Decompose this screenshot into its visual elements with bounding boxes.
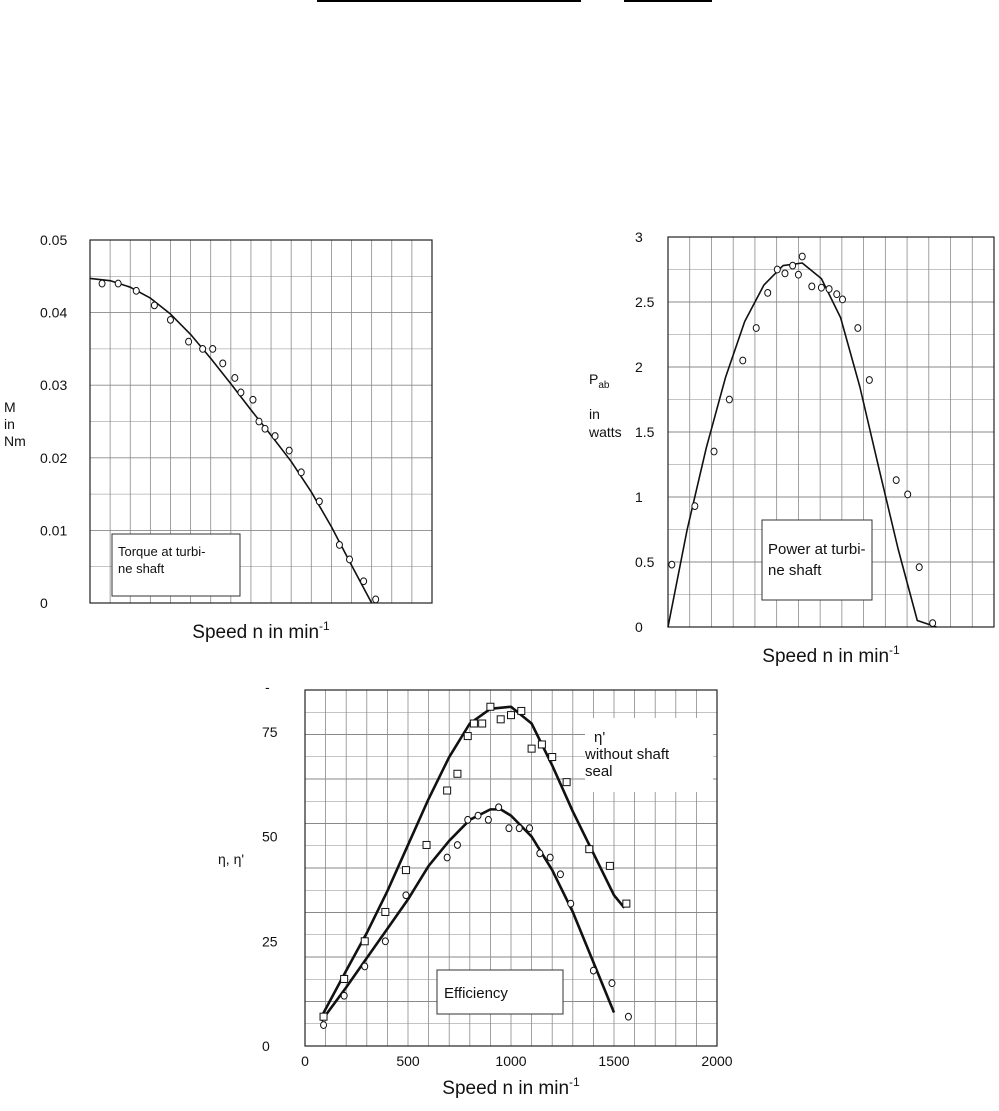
y-tick-label: 0.01 [40, 522, 68, 539]
data-point-circle [99, 280, 105, 287]
data-point-circle [316, 498, 322, 505]
data-point-square [470, 720, 477, 727]
data-point-circle [347, 556, 353, 563]
data-point-circle [740, 357, 746, 364]
data-point-circle [341, 992, 347, 999]
data-point-circle [133, 287, 139, 294]
y-tick-label: 1.5 [635, 424, 655, 440]
x-axis-label: Speed n in $\min^{-1}$ [762, 643, 900, 667]
y-axis-label: in [4, 416, 15, 432]
data-point-square [487, 703, 494, 710]
data-point-circle [115, 280, 121, 287]
data-point-circle [818, 284, 824, 291]
annotation-text: ne shaft [768, 562, 822, 579]
data-point-circle [840, 296, 846, 303]
data-point-square [538, 741, 545, 748]
data-point-circle [200, 346, 206, 353]
data-point-circle [454, 842, 460, 849]
y-axis-label: Nm [4, 433, 26, 449]
data-point-circle [262, 425, 268, 432]
data-point-circle [669, 561, 675, 568]
data-point-circle [210, 346, 216, 353]
series-label-text: η' [594, 729, 606, 746]
y-axis-label: $P_{ab}$ [589, 371, 610, 391]
data-point-circle [692, 503, 698, 510]
x-tick-label: 500 [396, 1053, 420, 1069]
x-tick-label: 2000 [701, 1053, 733, 1069]
data-point-square [454, 770, 461, 777]
data-point-square [528, 745, 535, 752]
data-point-circle [403, 892, 409, 899]
data-point-circle [916, 564, 922, 571]
data-point-square [563, 779, 570, 786]
data-point-circle [809, 283, 815, 290]
y-tick-label: 0 [40, 595, 48, 611]
y-tick-label: 50 [262, 828, 278, 845]
y-tick-label: 0.05 [40, 232, 68, 248]
y-tick-label: 0.5 [635, 554, 655, 570]
data-point-circle [496, 804, 502, 811]
data-point-circle [321, 1022, 327, 1029]
data-point-square [444, 787, 451, 794]
data-point-circle [475, 812, 481, 819]
annotation-text: ne shaft [118, 561, 165, 576]
y-tick-label: 2 [635, 359, 643, 375]
data-point-circle [362, 963, 368, 970]
data-point-circle [485, 816, 491, 823]
data-point-circle [298, 469, 304, 476]
data-point-square [623, 900, 630, 907]
y-tick-label: 0 [262, 1038, 270, 1054]
data-point-square [518, 707, 525, 714]
data-point-circle [220, 360, 226, 367]
annotation-text: Efficiency [444, 985, 508, 1002]
data-point-circle [286, 447, 292, 454]
data-point-circle [336, 542, 342, 549]
x-axis-label: Speed n in $\min^{-1}$ [192, 619, 330, 643]
data-point-circle [465, 816, 471, 823]
data-point-circle [382, 938, 388, 945]
data-point-square [464, 733, 471, 740]
data-point-circle [547, 854, 553, 861]
data-point-circle [272, 433, 278, 440]
y-tick-label: 3 [635, 229, 643, 245]
data-point-circle [537, 850, 543, 857]
data-point-circle [795, 271, 801, 278]
series-label-text: without shaft [585, 746, 670, 763]
data-point-circle [568, 900, 574, 907]
data-point-circle [373, 596, 379, 603]
y-tick-label: 75 [262, 723, 278, 740]
data-point-square [402, 867, 409, 874]
data-point-circle [753, 325, 759, 332]
data-point-circle [799, 253, 805, 260]
data-point-circle [905, 491, 911, 498]
data-point-circle [238, 389, 244, 396]
data-point-square [497, 716, 504, 723]
data-point-circle [250, 396, 256, 403]
x-tick-label: 1000 [495, 1053, 527, 1069]
data-point-circle [506, 825, 512, 832]
data-point-circle [527, 825, 533, 832]
y-tick-label: 2.5 [635, 294, 655, 310]
data-point-circle [256, 418, 262, 425]
data-point-circle [186, 338, 192, 345]
data-point-circle [826, 286, 832, 293]
data-point-square [361, 938, 368, 945]
data-point-circle [774, 266, 780, 273]
torque-chart [4, 232, 432, 643]
y-tick-label: 0.02 [40, 449, 68, 466]
y-axis-label-line: watts [589, 424, 622, 440]
data-point-square [606, 862, 613, 869]
y-tick-label: 25 [262, 933, 278, 950]
data-point-circle [790, 262, 796, 269]
data-point-square [549, 754, 556, 761]
x-tick-label: 1500 [598, 1053, 630, 1069]
data-point-circle [834, 291, 840, 298]
data-point-circle [930, 620, 936, 627]
data-point-circle [893, 477, 899, 484]
data-point-square [382, 908, 389, 915]
y-tick-label: 0.04 [40, 304, 68, 321]
data-point-circle [625, 1013, 631, 1020]
power-chart [588, 229, 994, 667]
data-point-circle [151, 302, 157, 309]
y-axis-label: η, η' [218, 851, 245, 867]
data-point-square [508, 712, 515, 719]
y-axis-top-mark: - [265, 679, 270, 695]
data-point-square [341, 975, 348, 982]
data-point-circle [866, 377, 872, 384]
data-point-circle [557, 871, 563, 878]
data-point-circle [232, 375, 238, 382]
x-axis-label: Speed n in $\min^{-1}$ [442, 1075, 580, 1099]
y-axis-label: M [4, 399, 16, 415]
data-point-square [320, 1013, 327, 1020]
data-point-square [423, 841, 430, 848]
data-point-circle [167, 316, 173, 323]
data-point-circle [782, 270, 788, 277]
data-point-circle [726, 396, 732, 403]
data-point-circle [609, 980, 615, 987]
annotation-text: Torque at turbi- [118, 544, 206, 559]
y-tick-label: 0.03 [40, 377, 68, 394]
data-point-circle [590, 967, 596, 974]
annotation-text: Power at turbi- [768, 541, 866, 558]
efficiency-chart [218, 679, 733, 1099]
data-point-square [586, 846, 593, 853]
series-label-text: seal [585, 763, 613, 780]
data-point-circle [855, 325, 861, 332]
data-point-circle [765, 290, 771, 297]
data-point-circle [516, 825, 522, 832]
annotation-box [762, 520, 872, 600]
data-point-circle [361, 578, 367, 585]
data-point-circle [711, 448, 717, 455]
y-axis-label-line: in [589, 406, 600, 422]
y-tick-label: 1 [635, 489, 643, 505]
data-point-circle [444, 854, 450, 861]
data-point-square [479, 720, 486, 727]
x-tick-label: 0 [301, 1053, 309, 1069]
y-tick-label: 0 [635, 619, 643, 635]
